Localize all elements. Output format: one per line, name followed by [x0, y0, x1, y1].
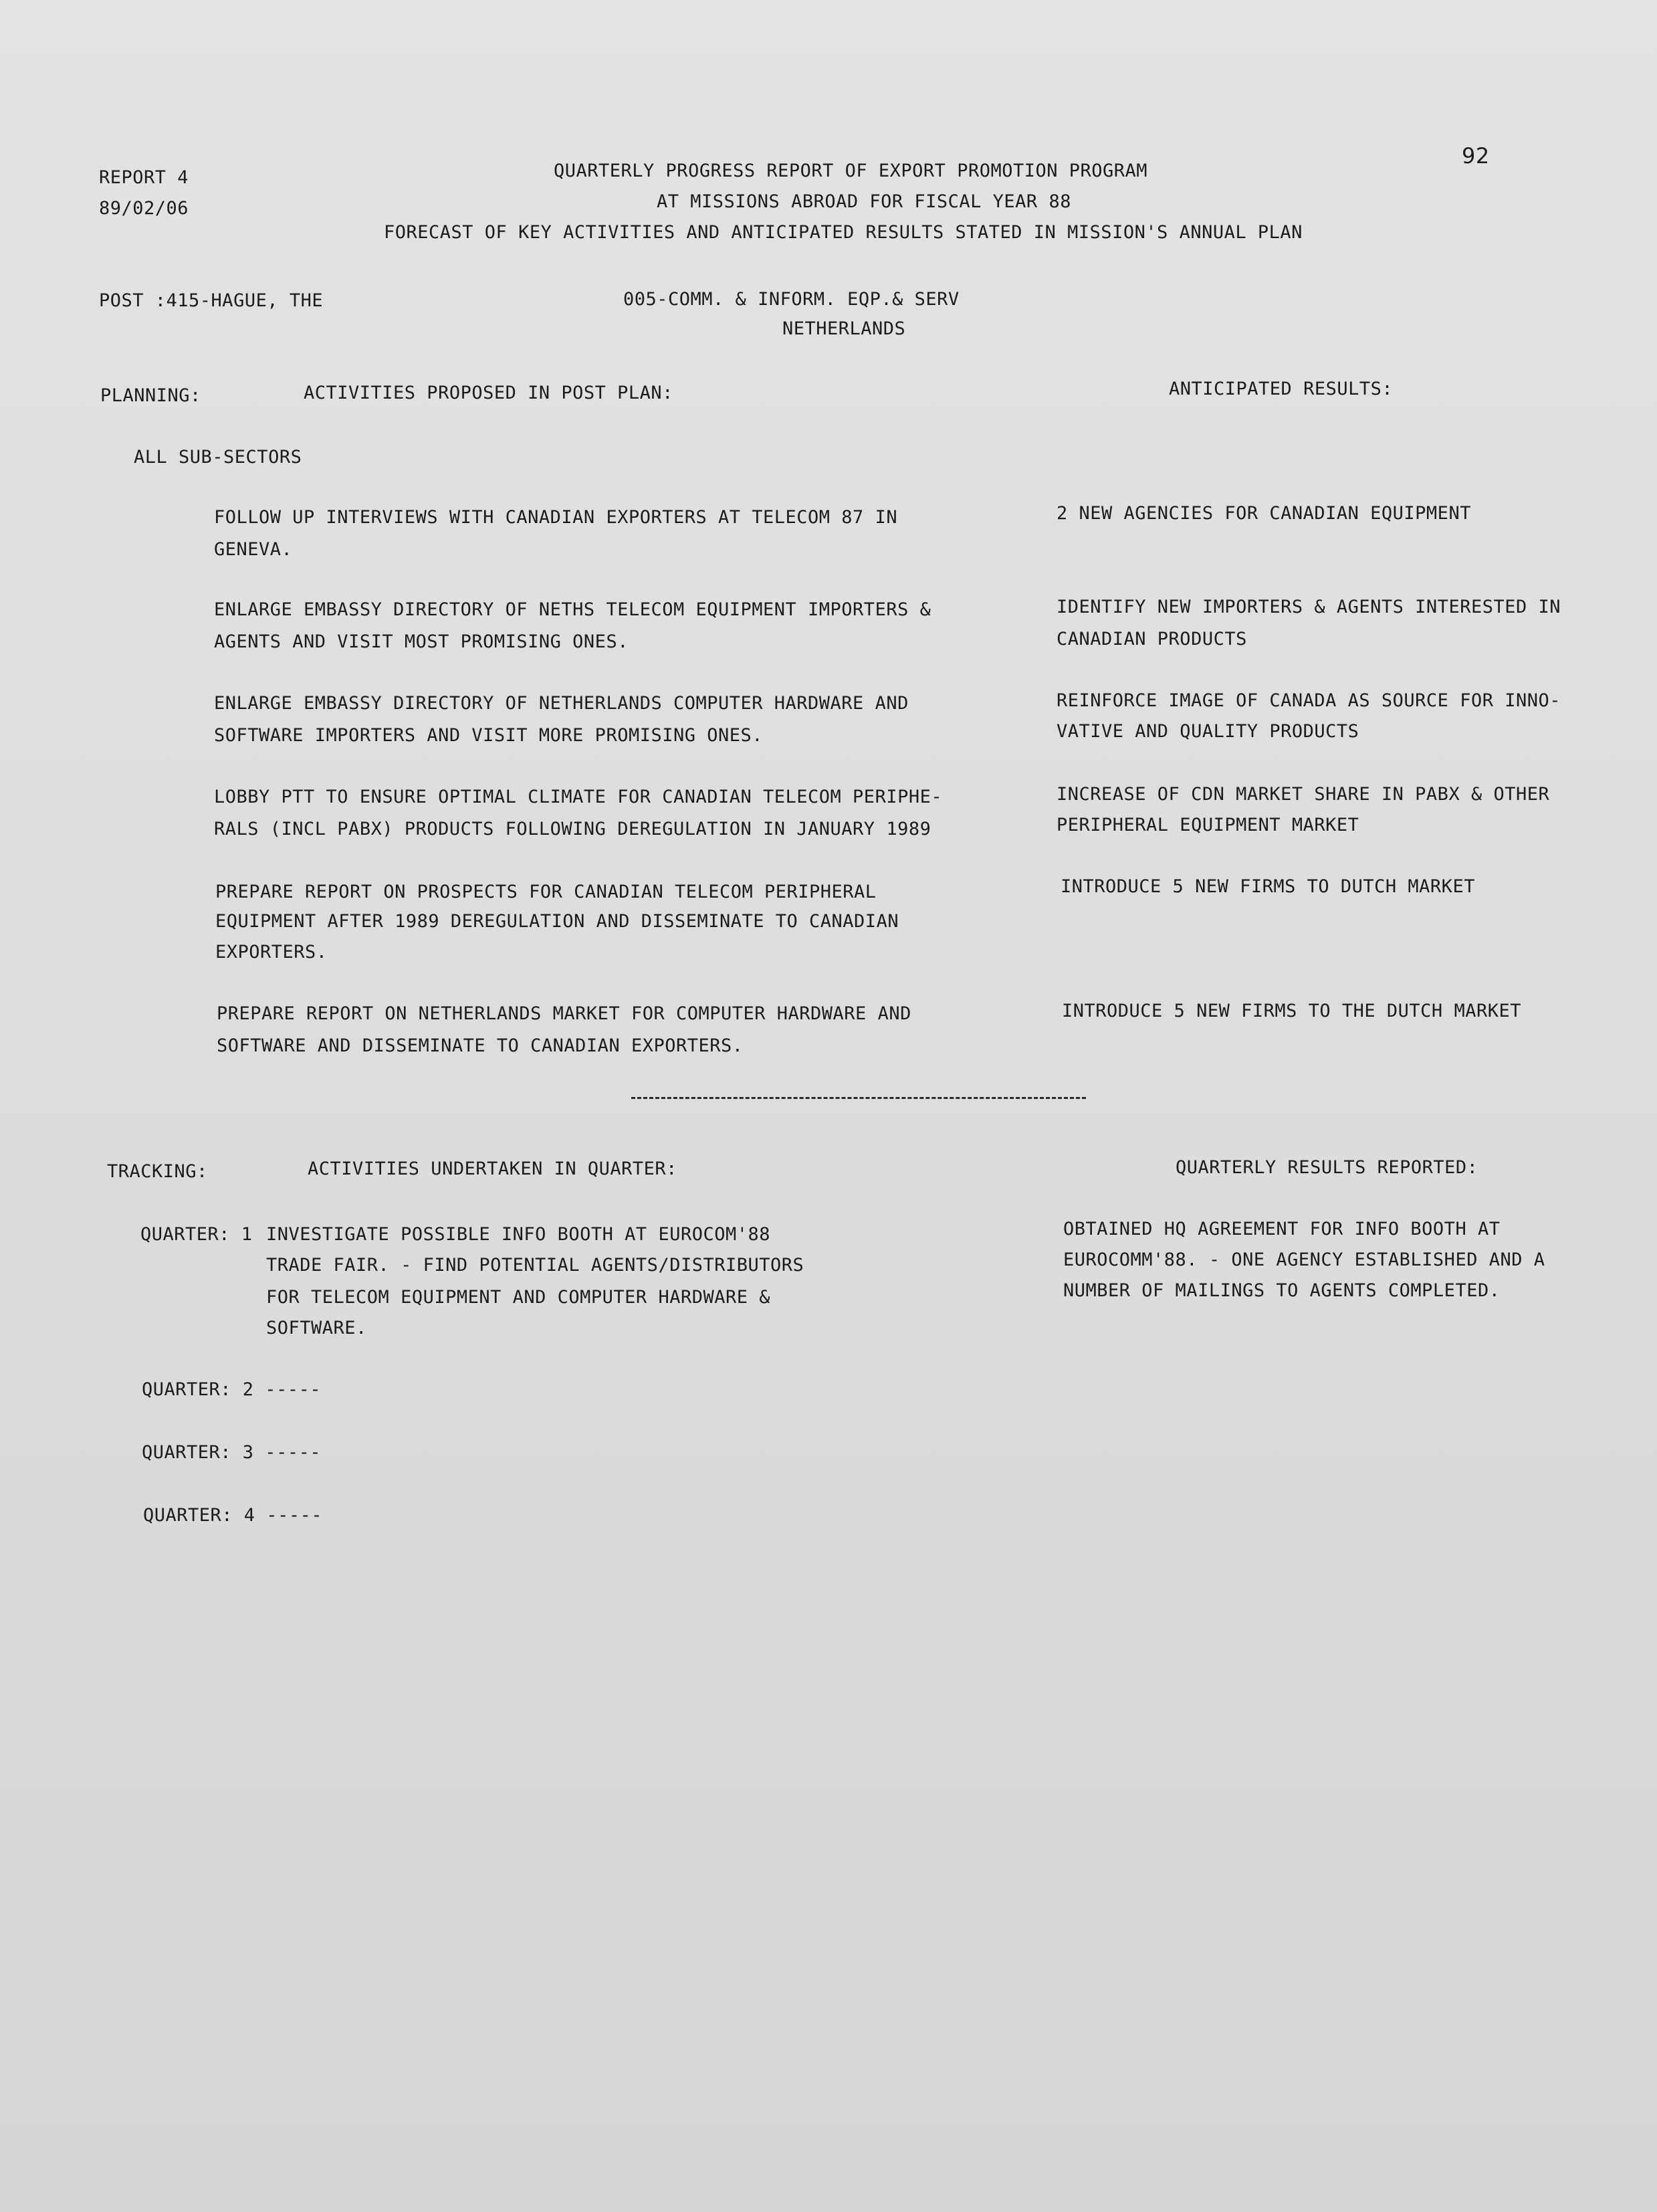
quarter-1-activity-line-1: INVESTIGATE POSSIBLE INFO BOOTH AT EUROCOM'88 — [266, 1224, 770, 1245]
result-3-line-2: VATIVE AND QUALITY PRODUCTS — [1057, 721, 1359, 742]
activity-1-line-2: GENEVA. — [214, 539, 293, 560]
activity-4-line-1: LOBBY PTT TO ENSURE OPTIMAL CLIMATE FOR CANADIAN TELECOM PERIPHE- — [214, 787, 943, 807]
quarter-1-label: QUARTER: 1 — [140, 1224, 253, 1245]
result-3-line-1: REINFORCE IMAGE OF CANADA AS SOURCE FOR INNO- — [1057, 690, 1561, 711]
quarter-2-line: QUARTER: 2 ----- — [142, 1379, 322, 1400]
result-2-line-1: IDENTIFY NEW IMPORTERS & AGENTS INTERESTED IN — [1057, 597, 1561, 617]
activity-5-line-3: EXPORTERS. — [215, 942, 328, 963]
quarter-1-result-line-2: EUROCOMM'88. - ONE AGENCY ESTABLISHED AND A — [1063, 1249, 1545, 1270]
activities-undertaken-header: ACTIVITIES UNDERTAKEN IN QUARTER: — [308, 1159, 677, 1179]
quarter-3-line: QUARTER: 3 ----- — [142, 1442, 322, 1463]
quarterly-results-header: QUARTERLY RESULTS REPORTED: — [1176, 1157, 1478, 1178]
subsector-label: ALL SUB-SECTORS — [134, 447, 302, 468]
result-6-line-1: INTRODUCE 5 NEW FIRMS TO THE DUTCH MARKET — [1062, 1001, 1521, 1021]
activity-4-line-2: RALS (INCL PABX) PRODUCTS FOLLOWING DEREGULATION IN JANUARY 1989 — [214, 819, 931, 839]
quarter-1-activity-line-2: TRADE FAIR. - FIND POTENTIAL AGENTS/DISTRIBUTORS — [266, 1255, 804, 1276]
section-separator — [631, 1097, 1086, 1099]
result-4-line-2: PERIPHERAL EQUIPMENT MARKET — [1057, 815, 1359, 835]
activity-6-line-1: PREPARE REPORT ON NETHERLANDS MARKET FOR COMPUTER HARDWARE AND — [217, 1003, 911, 1024]
tracking-label: TRACKING: — [107, 1161, 208, 1182]
activity-3-line-2: SOFTWARE IMPORTERS AND VISIT MORE PROMISING ONES. — [214, 725, 764, 746]
post-label: POST :415-HAGUE, THE — [99, 290, 324, 311]
report-date: 89/02/06 — [99, 198, 189, 219]
title-line-2: AT MISSIONS ABROAD FOR FISCAL YEAR 88 — [657, 191, 1071, 212]
sector-label: 005-COMM. & INFORM. EQP.& SERV — [623, 289, 960, 310]
activity-3-line-1: ENLARGE EMBASSY DIRECTORY OF NETHERLANDS COMPUTER HARDWARE AND — [214, 693, 909, 714]
country-label: NETHERLANDS — [782, 318, 906, 339]
page-number: 92 — [1462, 143, 1490, 169]
quarter-1-result-line-3: NUMBER OF MAILINGS TO AGENTS COMPLETED. — [1063, 1280, 1501, 1301]
result-1-line-1: 2 NEW AGENCIES FOR CANADIAN EQUIPMENT — [1057, 503, 1471, 524]
activity-2-line-1: ENLARGE EMBASSY DIRECTORY OF NETHS TELECOM EQUIPMENT IMPORTERS & — [214, 599, 931, 620]
activities-proposed-header: ACTIVITIES PROPOSED IN POST PLAN: — [304, 383, 673, 403]
result-2-line-2: CANADIAN PRODUCTS — [1057, 629, 1247, 649]
title-line-1: QUARTERLY PROGRESS REPORT OF EXPORT PROMOTION PROGRAM — [554, 161, 1148, 181]
title-line-3: FORECAST OF KEY ACTIVITIES AND ANTICIPATED RESULTS STATED IN MISSION'S ANNUAL PLAN — [384, 222, 1303, 243]
planning-label: PLANNING: — [100, 385, 201, 406]
quarter-4-line: QUARTER: 4 ----- — [143, 1505, 323, 1526]
anticipated-results-header: ANTICIPATED RESULTS: — [1169, 379, 1394, 399]
activity-6-line-2: SOFTWARE AND DISSEMINATE TO CANADIAN EXPORTERS. — [217, 1035, 744, 1056]
quarter-1-result-line-1: OBTAINED HQ AGREEMENT FOR INFO BOOTH AT — [1063, 1219, 1501, 1239]
quarter-1-activity-line-4: SOFTWARE. — [266, 1318, 367, 1338]
activity-2-line-2: AGENTS AND VISIT MOST PROMISING ONES. — [214, 631, 629, 652]
quarter-1-activity-line-3: FOR TELECOM EQUIPMENT AND COMPUTER HARDWARE & — [266, 1287, 770, 1308]
report-number: REPORT 4 — [99, 167, 189, 188]
activity-5-line-1: PREPARE REPORT ON PROSPECTS FOR CANADIAN TELECOM PERIPHERAL — [215, 882, 877, 902]
activity-1-line-1: FOLLOW UP INTERVIEWS WITH CANADIAN EXPORTERS AT TELECOM 87 IN — [214, 507, 898, 528]
activity-5-line-2: EQUIPMENT AFTER 1989 DEREGULATION AND DISSEMINATE TO CANADIAN — [215, 911, 899, 932]
result-5-line-1: INTRODUCE 5 NEW FIRMS TO DUTCH MARKET — [1061, 876, 1475, 897]
result-4-line-1: INCREASE OF CDN MARKET SHARE IN PABX & OTHER — [1057, 784, 1550, 805]
